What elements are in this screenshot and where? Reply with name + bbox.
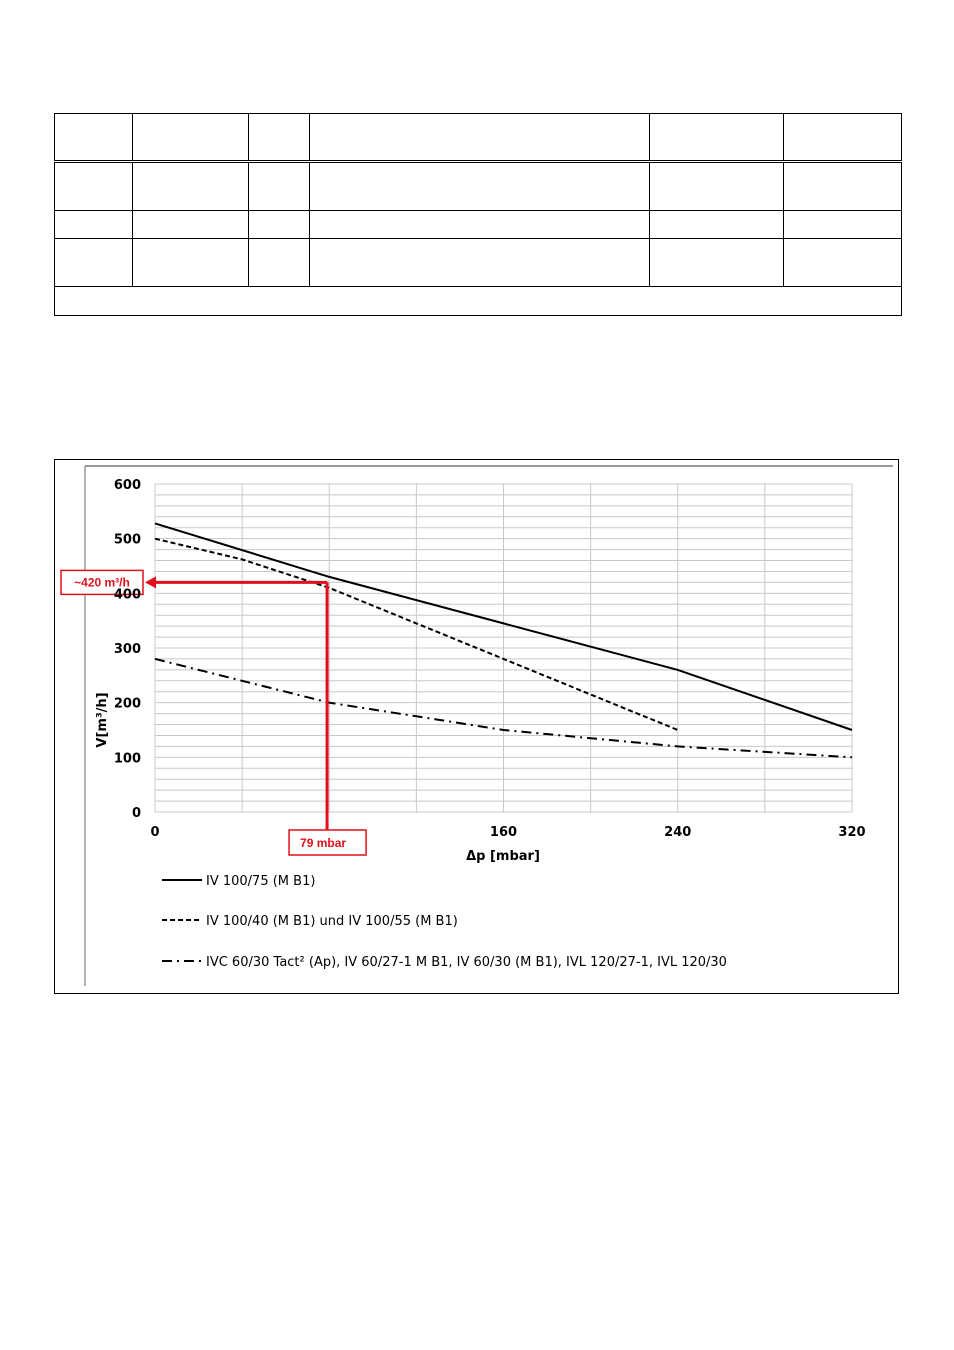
x-tick-label: 0 bbox=[150, 825, 160, 840]
table-row bbox=[55, 239, 902, 286]
chart-frame bbox=[54, 459, 899, 994]
table-cell bbox=[650, 239, 784, 286]
table-cell bbox=[133, 162, 249, 210]
table-footer-cell bbox=[55, 286, 902, 315]
table-cell bbox=[249, 239, 310, 286]
y-axis-title: V[m³/h] bbox=[95, 692, 110, 748]
table-cell bbox=[650, 114, 784, 162]
table-cell bbox=[784, 162, 902, 210]
table-cell bbox=[310, 162, 650, 210]
x-value-callout-label: 79 mbar bbox=[300, 836, 347, 850]
table-cell bbox=[784, 114, 902, 162]
legend-label-2: IV 100/40 (M B1) und IV 100/55 (M B1) bbox=[206, 914, 458, 929]
table-cell bbox=[310, 239, 650, 286]
y-tick-label: 400 bbox=[113, 587, 141, 603]
y-tick-label: 200 bbox=[113, 696, 141, 712]
y-tick-label: 600 bbox=[113, 478, 141, 493]
x-tick-label: 320 bbox=[838, 825, 866, 840]
table-cell bbox=[249, 162, 310, 210]
table-cell bbox=[650, 162, 784, 210]
y-tick-label: 0 bbox=[131, 806, 141, 821]
table-row bbox=[55, 286, 902, 315]
table-cell bbox=[310, 114, 650, 162]
x-tick-labels bbox=[150, 825, 865, 840]
legend-label-1: IV 100/75 (M B1) bbox=[206, 874, 316, 889]
x-tick-label: 160 bbox=[489, 825, 518, 840]
legend-label-3: IVC 60/30 Tact² (Ap), IV 60/27-1 M B1, IV 60/30 (M B1), IVL 120/27-1, IVL 120/30 bbox=[206, 955, 727, 970]
table-cell bbox=[650, 210, 784, 238]
table-cell bbox=[55, 210, 133, 238]
table-row bbox=[55, 210, 902, 238]
table-cell bbox=[55, 162, 133, 210]
table-row bbox=[55, 162, 902, 210]
table-cell bbox=[133, 114, 249, 162]
table-cell bbox=[784, 210, 902, 238]
table-cell bbox=[55, 114, 133, 162]
table-cell bbox=[55, 239, 133, 286]
table-cell bbox=[249, 114, 310, 162]
table-cell bbox=[249, 210, 310, 238]
table-cell bbox=[133, 210, 249, 238]
y-tick-label: 300 bbox=[113, 642, 141, 657]
y-tick-labels bbox=[114, 478, 141, 821]
header-table bbox=[54, 113, 902, 316]
legend bbox=[162, 874, 727, 970]
table-cell bbox=[784, 239, 902, 286]
table-cell bbox=[310, 210, 650, 238]
table-cell bbox=[133, 239, 249, 286]
table-row bbox=[55, 114, 902, 162]
grid bbox=[155, 484, 852, 812]
x-tick-label: 240 bbox=[664, 825, 692, 840]
annotation-arrowhead bbox=[145, 576, 156, 588]
x-axis-title: Δp [mbar] bbox=[466, 849, 540, 864]
y-value-callout-label: ~420 m³/h bbox=[74, 575, 130, 590]
chart-canvas bbox=[55, 460, 898, 993]
y-tick-label: 500 bbox=[113, 532, 141, 548]
y-tick-label: 100 bbox=[113, 751, 141, 767]
